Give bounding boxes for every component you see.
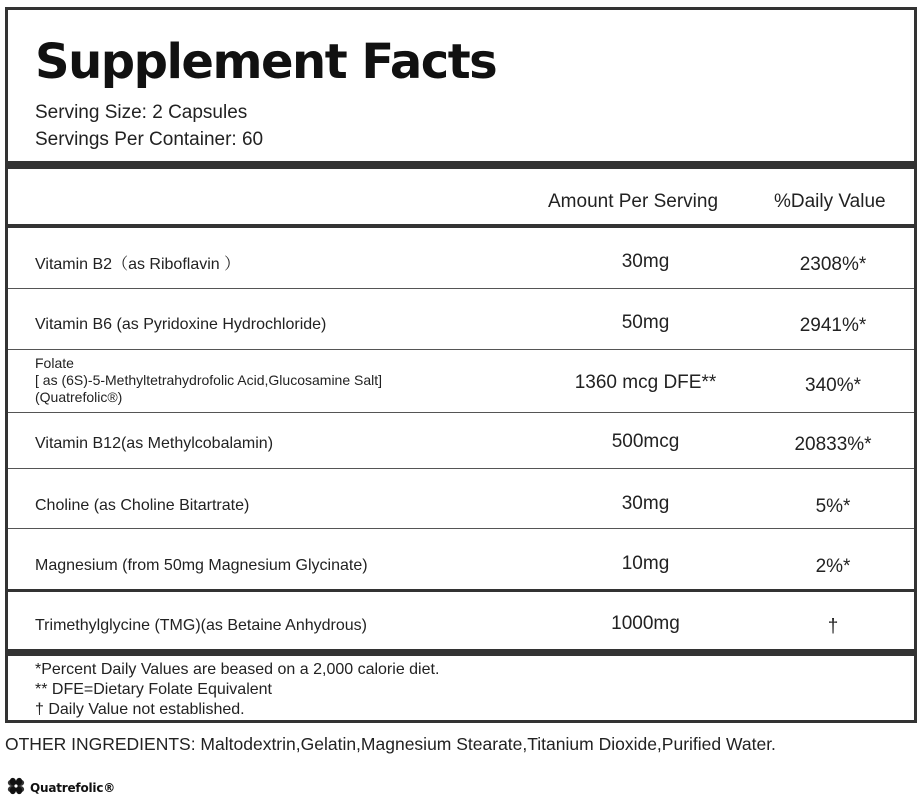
nutrient-amount: 1000mg (611, 613, 680, 634)
nutrient-daily-value: 2308%* (799, 254, 867, 275)
nutrient-amount: 30mg (621, 251, 670, 272)
other-ingredients: OTHER INGREDIENTS: Maltodextrin,Gelatin,Magnesium Stearate,Titanium Dioxide,Purified Water. (5, 734, 776, 754)
nutrient-name: Choline (as Choline Bitartrate) (35, 497, 250, 514)
nutrient-name-line: Folate (35, 355, 74, 371)
nutrient-daily-value: 5%* (815, 496, 851, 517)
nutrient-name: Vitamin B6 (as Pyridoxine Hydrochloride) (35, 316, 327, 333)
nutrient-amount: 1360 mcg DFE** (574, 372, 717, 393)
nutrient-amount: 500mcg (611, 431, 680, 452)
nutrient-name: Trimethylglycine (TMG)(as Betaine Anhydrous) (35, 617, 367, 634)
table-row (8, 289, 914, 349)
nutrient-name-line: (Quatrefolic®) (35, 389, 123, 405)
brand-logo (5, 777, 115, 799)
panel-title: Supplement Facts (35, 34, 497, 90)
footnote-not-established: † Daily Value not established. (35, 701, 245, 718)
footnote-dfe: ** DFE=Dietary Folate Equivalent (35, 681, 272, 698)
nutrient-name-line: [ as (6S)-5-Methyltetrahydrofolic Acid,Glucosamine Salt] (35, 372, 383, 388)
thick-divider (8, 649, 914, 656)
brand-name: Quatrefolic® (30, 781, 116, 795)
column-header-daily-value: %Daily Value (774, 191, 886, 212)
table-row (8, 228, 914, 288)
nutrient-daily-value: † (827, 616, 839, 637)
table-row (8, 350, 914, 410)
nutrient-daily-value: 2%* (815, 556, 851, 577)
four-leaf-clover-icon (5, 775, 27, 801)
nutrient-amount: 50mg (621, 312, 670, 333)
table-row (8, 413, 914, 473)
nutrient-daily-value: 340%* (805, 375, 861, 396)
column-header-amount: Amount Per Serving (548, 191, 719, 212)
nutrient-amount: 10mg (621, 553, 670, 574)
table-row (8, 592, 914, 650)
nutrient-daily-value: 20833%* (794, 434, 872, 455)
nutrient-name: Vitamin B2（as Riboflavin ） (35, 256, 241, 273)
nutrient-name: Vitamin B12(as Methylcobalamin) (35, 435, 274, 452)
nutrient-name: Magnesium (from 50mg Magnesium Glycinate) (35, 557, 368, 574)
serving-size: Serving Size: 2 Capsules (35, 102, 248, 123)
table-row (8, 469, 914, 529)
footnote-daily-value: *Percent Daily Values are beased on a 2,000 calorie diet. (35, 661, 440, 678)
nutrient-daily-value: 2941%* (799, 315, 867, 336)
table-row (8, 529, 914, 589)
supplement-facts-panel (5, 7, 917, 723)
nutrient-amount: 30mg (621, 493, 670, 514)
thick-divider (8, 161, 914, 169)
servings-per-container: Servings Per Container: 60 (35, 129, 264, 150)
